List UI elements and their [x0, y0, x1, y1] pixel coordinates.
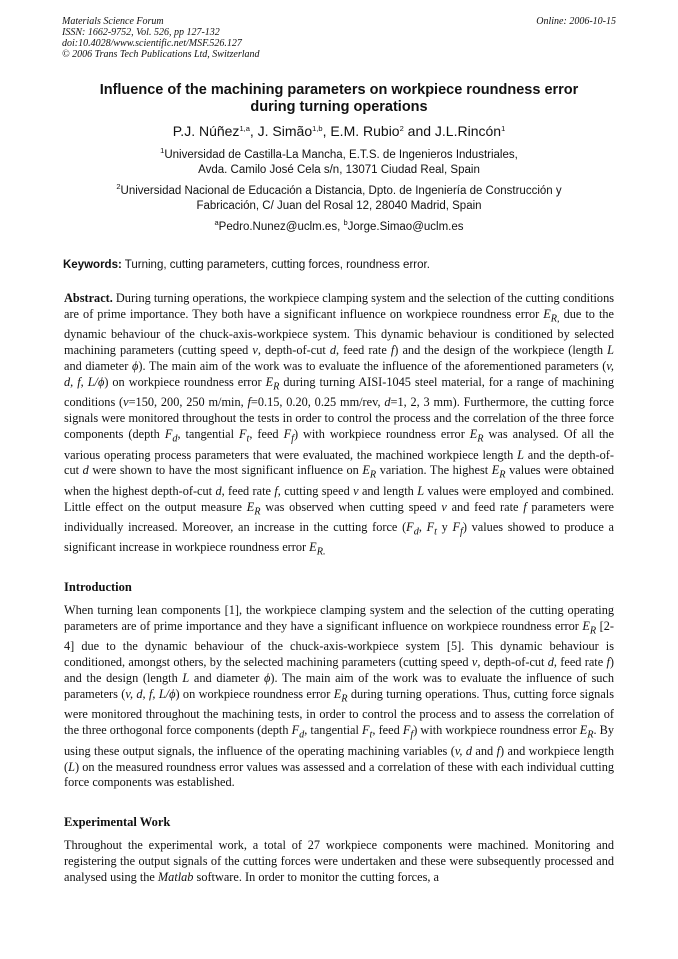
text-run: L [607, 343, 614, 358]
text-run: due to the dynamic behaviour of the chuck-axis-workpiece system [5]. This dynamic behaviour is conditioned, amongst others, by the selected machining parameters (cutting speed [64, 639, 614, 670]
text-run: F [164, 427, 173, 442]
text-run: during turning AISI-1045 steel material, for a range of machining conditions ( [64, 374, 615, 410]
keywords-text: Turning, cutting parameters, cutting forces, roundness error. [121, 259, 430, 271]
text-run: R [273, 381, 280, 393]
text-run: =0.15, 0.20, 0.25 mm/rev, [250, 395, 385, 410]
text-run: ) and the design (length [64, 655, 614, 686]
text-run: , feed rate [336, 343, 391, 358]
affiliation-mark: 1 [160, 146, 165, 155]
title-line: during turning operations [250, 99, 428, 115]
text-run: ) on workpiece roundness error [104, 374, 266, 389]
text-run: R [369, 469, 377, 481]
text-run: due to the dynamic behaviour of the chuck-axis-workpiece system. This dynamic behaviour is conditioned by selected machining parameters (cutting speed [64, 306, 614, 358]
text-run: E [543, 306, 551, 321]
text-run: and [472, 743, 497, 758]
text-run: and feed rate [446, 499, 524, 514]
text-run: software. In order to monitor the cutting forces, a [193, 869, 439, 884]
text-run: d [547, 655, 554, 670]
text-run: , depth-of-cut [257, 343, 330, 358]
section-heading-introduction: Introduction [64, 580, 132, 594]
text-run: v, d [454, 743, 473, 758]
text-run: d [329, 343, 336, 358]
affiliation-line: Universidad Nacional de Educación a Distancia, Dpto. de Ingeniería de Construcción y [120, 185, 562, 197]
author-list [40, 122, 638, 140]
paper-title [60, 82, 618, 116]
text-run: F [406, 520, 414, 535]
text-run: f [496, 743, 500, 758]
journal-name: Materials Science Forum [62, 16, 164, 27]
affiliation-2 [40, 184, 638, 214]
text-run: [2-4] [64, 618, 614, 654]
affiliation-line: Fabricación, C/ Juan del Rosal 12, 28040 Madrid, Spain [196, 200, 482, 212]
author-name: P.J. Núñez [172, 123, 240, 139]
text-run: ) on workpiece roundness error [175, 686, 334, 701]
text-run: E [309, 540, 317, 555]
text-run: v, d, f, L/ϕ [125, 686, 176, 701]
text-run: d [413, 526, 419, 538]
affiliation-mark: 2 [116, 182, 121, 191]
text-run: Matlab [157, 869, 194, 884]
text-run: E [265, 374, 274, 389]
affiliation-mark: 1,a [239, 124, 250, 133]
text-run: v [353, 483, 359, 498]
author-name: and J.L.Rincón [403, 123, 502, 139]
text-run: F [402, 723, 411, 738]
text-run: R [254, 506, 261, 518]
experimental-text [64, 838, 614, 886]
text-run: ). The main aim of the work was to evaluate the influence of such parameters ( [64, 671, 614, 701]
text-run: E [582, 618, 590, 633]
text-run: v [471, 655, 478, 670]
text-run: was observed when cutting speed [260, 499, 442, 514]
text-run: , cutting speed [277, 483, 354, 498]
text-run: ) with workpiece roundness error [293, 427, 470, 442]
text-run: =1, 2, 3 mm). Furthermore, the cutting force signals were monitored throughout the tests in order to control the process and the correlation of the three force components (depth [64, 395, 615, 442]
text-run: f [291, 433, 294, 445]
issn: ISSN: 1662-9752, Vol. 526, pp 127-132 [62, 27, 220, 38]
text-run: t [434, 526, 437, 538]
text-run: values were obtained when the highest depth-of-cut [64, 463, 614, 498]
text-run: R [587, 729, 594, 741]
text-run: F [426, 520, 435, 535]
journal-header [62, 16, 616, 60]
text-run: . By using these output signals, the influence of the operating machining variables ( [64, 723, 614, 758]
text-run: d [82, 463, 89, 478]
text-run: L [517, 447, 524, 462]
text-run: =150, 200, 250 m/min, [128, 395, 248, 410]
author-name: , E.M. Rubio [322, 123, 400, 139]
text-run: , feed rate [553, 655, 607, 670]
text-run: f [523, 499, 527, 514]
text-run: ) with workpiece roundness error [413, 723, 580, 738]
text-run: and diameter [64, 359, 132, 374]
text-run: , feed [372, 723, 403, 738]
online-date: Online: 2006-10-15 [536, 16, 616, 27]
text-run: parameters were individually increased. Moreover, an increase in the cutting force ( [64, 499, 615, 535]
author-name: , J. Simão [249, 123, 313, 139]
text-run: , [418, 520, 427, 535]
text-run: F [238, 427, 247, 442]
text-run: ) values showed to produce a significant increase in workpiece roundness error [64, 520, 615, 555]
keywords [63, 258, 615, 272]
copyright: © 2006 Trans Tech Publications Ltd, Switzerland [62, 49, 260, 60]
text-run: y [436, 520, 453, 535]
text-run: was analysed. Of all the various operating process parameters that were evaluated, the machined workpiece length [64, 427, 614, 462]
text-run: d [215, 483, 222, 498]
text-run: E [362, 463, 370, 478]
text-run: R [341, 693, 348, 705]
doi: doi:10.4028/www.scientific.net/MSF.526.127 [62, 38, 242, 49]
text-run: , depth-of-cut [477, 655, 548, 670]
email-mark: a [214, 218, 219, 227]
text-run: ). The main aim of the work was to evaluate the influence of the aforementioned parameters ( [138, 359, 607, 374]
text-run: and diameter [189, 671, 265, 686]
text-run: v [441, 499, 447, 514]
text-run: and length [358, 483, 418, 498]
email-address: Jorge.Simao@uclm.es [347, 221, 464, 233]
text-run: R [477, 433, 484, 445]
text-run: When turning lean components [1], the workpiece clamping system and the selection of the cutting operating parameters are of prime importance and they have a significant influence on workpiece roundness error [64, 603, 614, 633]
text-run: F [452, 520, 460, 535]
text-run: values were employed and combined. Little effect on the output measure [64, 483, 614, 514]
keywords-label: Keywords: [63, 259, 122, 271]
affiliation-1 [40, 148, 638, 178]
text-run: F [283, 427, 292, 442]
text-run: v [252, 343, 258, 358]
text-run: f [274, 483, 278, 498]
text-run: L [182, 671, 190, 686]
text-run: and the depth-of-cut [64, 447, 614, 478]
text-run: d [384, 395, 391, 410]
affiliation-mark: 1,b [312, 124, 323, 133]
author-emails [40, 220, 638, 235]
affiliation-line: Avda. Camilo José Cela s/n, 13071 Ciudad Real, Spain [198, 164, 480, 176]
text-run: , feed rate [221, 483, 275, 498]
text-run: , tangential [177, 427, 239, 442]
text-run: v [123, 395, 129, 410]
text-run: v, d, f, L/ϕ [64, 359, 615, 389]
text-run: R. [316, 546, 326, 558]
email-address: Pedro.Nunez@uclm.es [218, 221, 338, 233]
text-run: E [333, 686, 342, 701]
abstract-label: Abstract. [64, 291, 113, 305]
text-run: ) and workpiece length ( [64, 743, 614, 774]
text-run: F [362, 723, 370, 738]
introduction-text [64, 603, 614, 791]
text-run: were shown to have the most significant influence on [88, 463, 363, 478]
text-run: t [369, 729, 373, 741]
affiliation-mark: 1 [501, 124, 506, 133]
separator: , [337, 221, 344, 233]
text-run: f [247, 395, 251, 410]
text-run: E [579, 723, 588, 738]
email-mark: b [343, 218, 348, 227]
text-run: R [589, 625, 597, 637]
text-run: , tangential [304, 723, 363, 738]
text-run: d [172, 433, 178, 445]
text-run: f [410, 729, 414, 741]
text-run: ϕ [264, 671, 271, 686]
abstract [64, 291, 614, 561]
text-run: During turning operations, the workpiece clamping system and the selection of the cutting conditions are of prime importance. They both have a significant influence on workpiece roundness error [64, 291, 614, 321]
text-run: R, [550, 313, 560, 325]
text-run: d [299, 729, 305, 741]
text-run: R [499, 469, 506, 481]
text-run: t [246, 433, 250, 445]
text-run: L [417, 483, 425, 498]
text-run: ) and the design of the workpiece (length [394, 343, 608, 358]
text-run: Throughout the experimental work, a total of 27 workpiece components were machined. Monitoring and registering the output signals of the cutting forces were undertaken and these were subsequently processed and analysed using the [64, 838, 614, 884]
section-heading-experimental-work: Experimental Work [64, 815, 171, 829]
text-run: during turning operations. Thus, cutting force signals were monitored throughout the machining tests, in order to control the process and to assess the correlation of the three orthogonal force components (depth [64, 686, 614, 738]
title-line: Influence of the machining parameters on workpiece roundness error [99, 82, 579, 98]
text-run: F [291, 723, 300, 738]
text-run: f [606, 655, 610, 670]
text-run: f [460, 526, 463, 538]
text-run: ϕ [131, 359, 139, 374]
text-run: variation. The highest [376, 463, 492, 478]
text-run: E [491, 463, 500, 478]
text-run: , feed [249, 427, 284, 442]
text-run: f [390, 343, 395, 358]
text-run: E [469, 427, 478, 442]
text-run: ) on the measured roundness error values was assessed and a correlation of these with each individual cutting force components was established. [64, 759, 614, 790]
affiliation-line: Universidad de Castilla-La Mancha, E.T.S. de Ingenieros Industriales, [164, 149, 518, 161]
text-run: E [246, 499, 255, 514]
text-run: L [68, 759, 75, 774]
affiliation-mark: 2 [399, 124, 404, 133]
